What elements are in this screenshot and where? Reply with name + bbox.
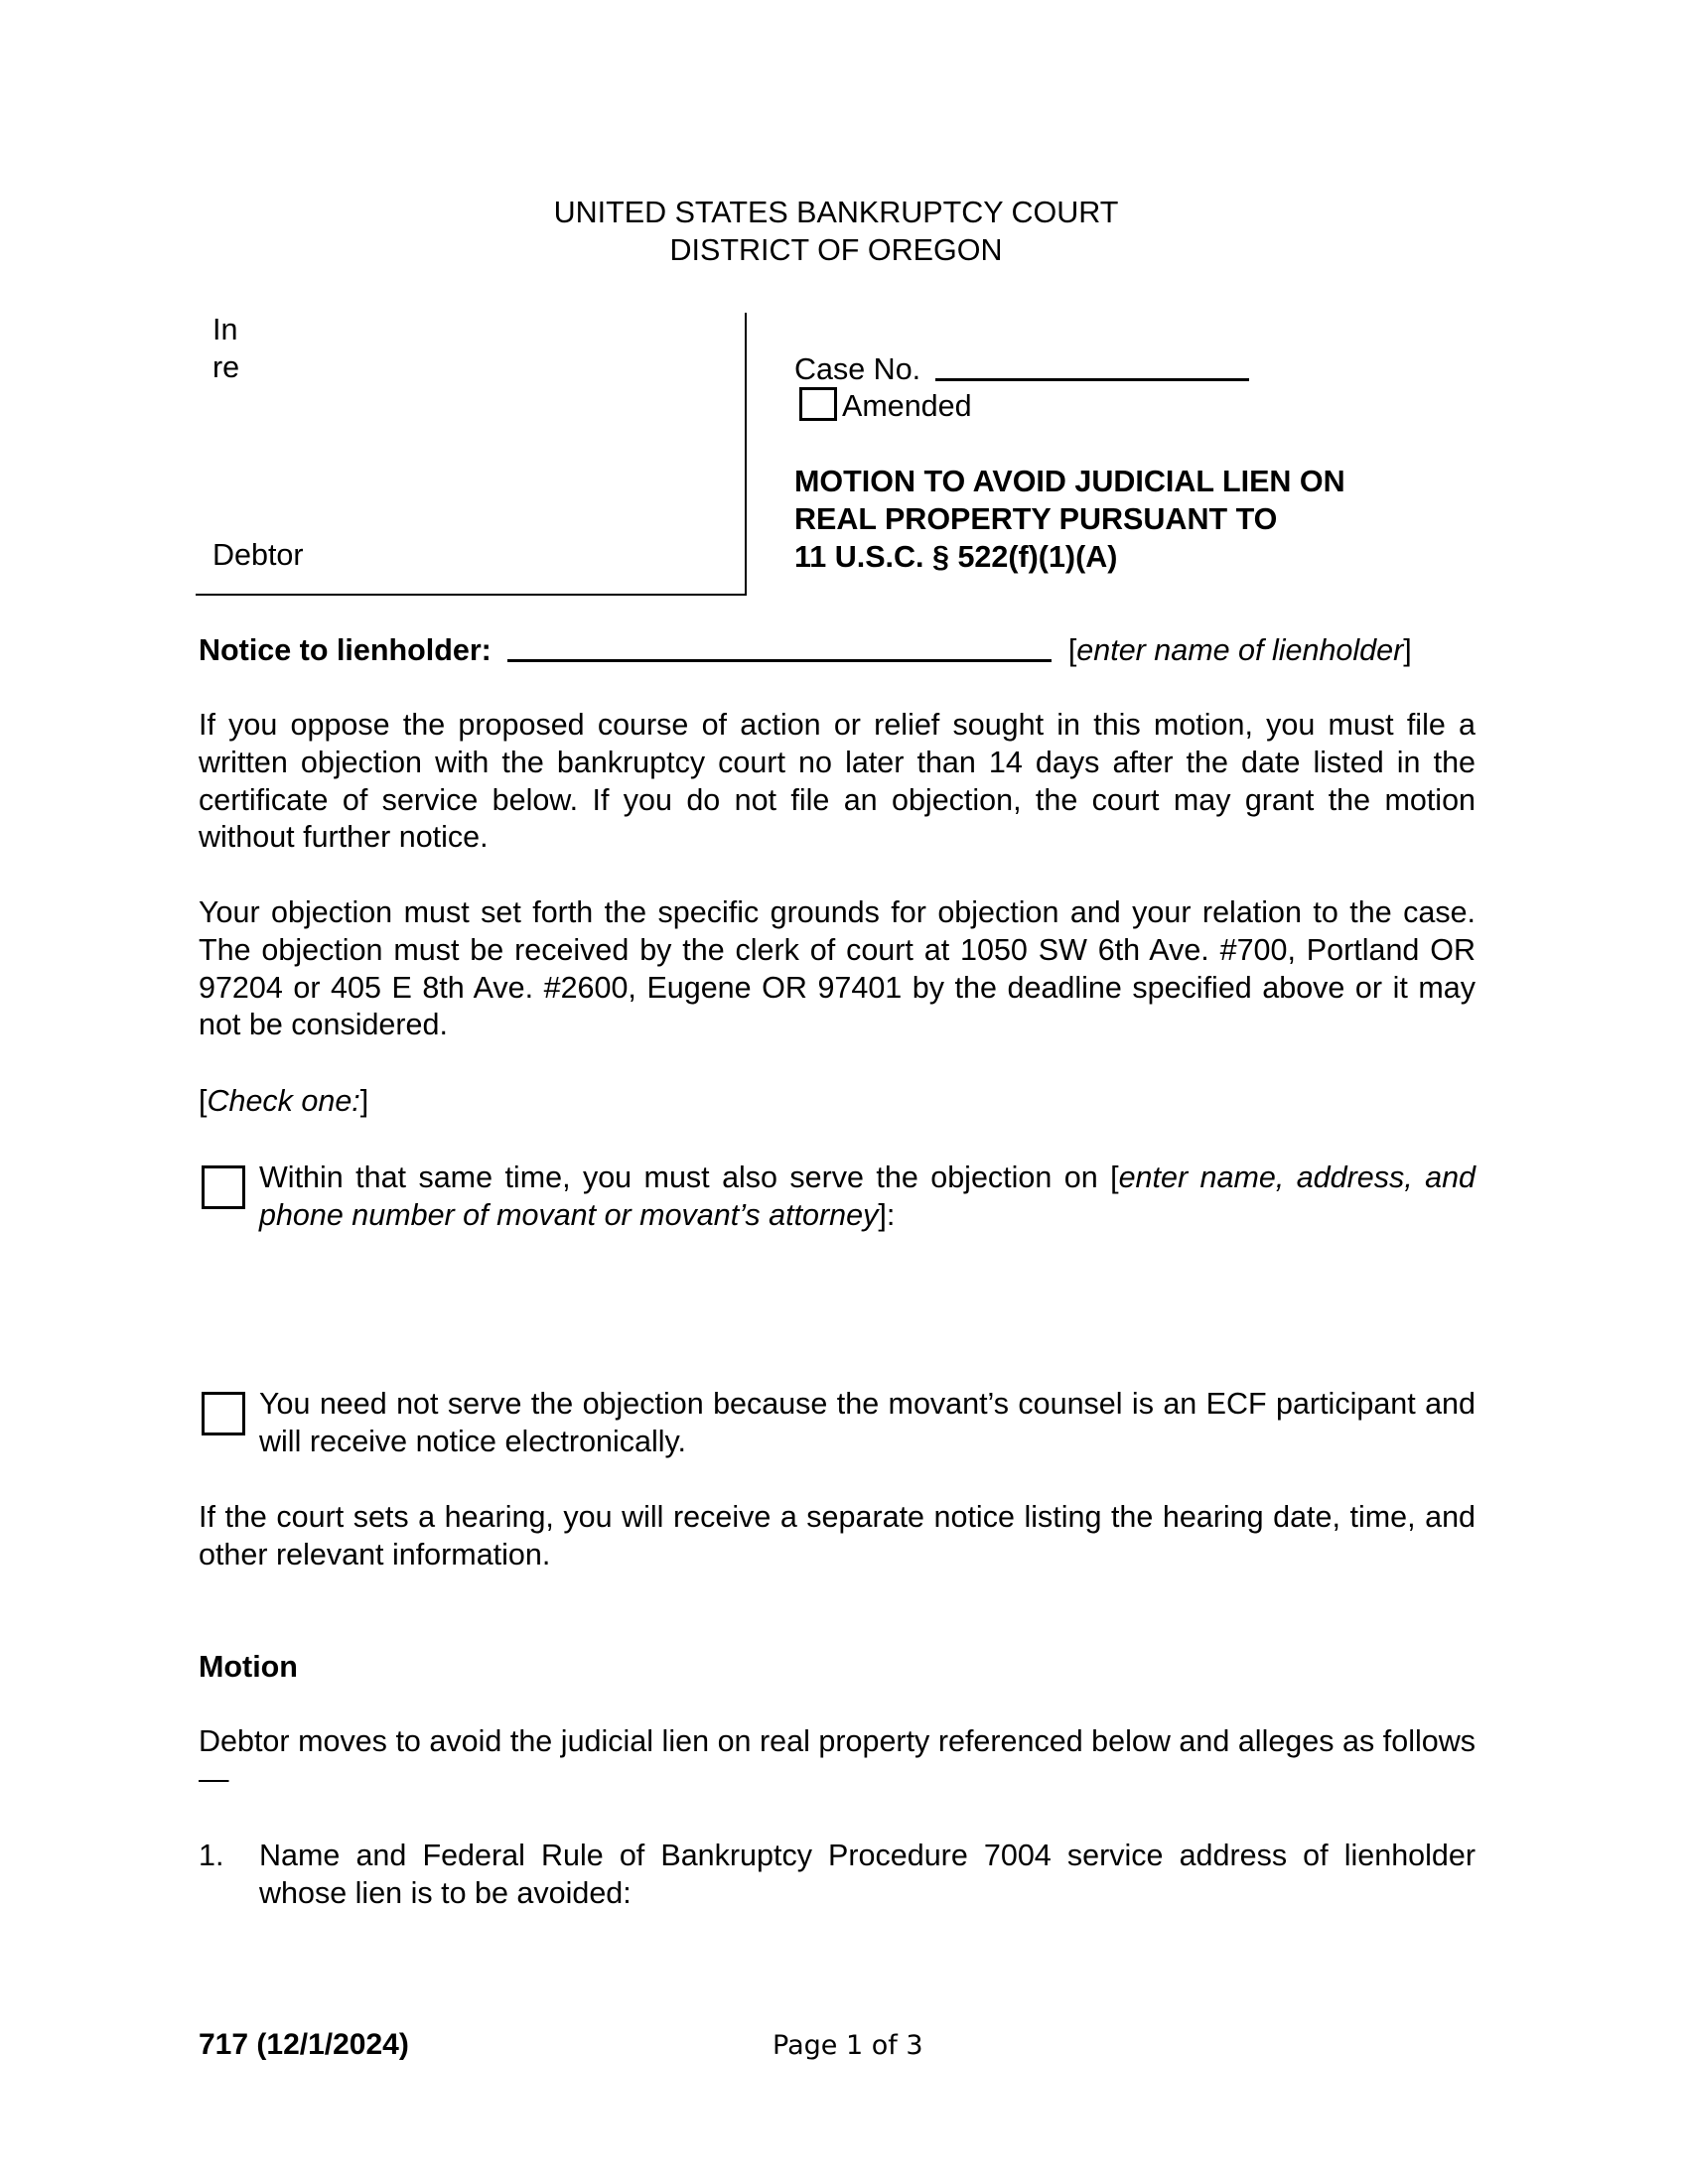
- case-number-row: [794, 351, 1249, 389]
- item-number: 1.: [199, 1839, 224, 1872]
- page-number: Page 1 of 3: [773, 2030, 923, 2061]
- case-number-field[interactable]: [935, 377, 1249, 381]
- motion-title-line: 11 U.S.C. § 522(f)(1)(A): [794, 539, 1118, 574]
- check-one-instruction: [Check one:]: [199, 1084, 369, 1118]
- court-header: [0, 195, 1672, 270]
- caption-bottom-rule: [196, 594, 747, 596]
- notice-label: Notice to lienholder:: [199, 633, 492, 667]
- court-name: UNITED STATES BANKRUPTCY COURT: [553, 196, 1119, 229]
- ecf-participant-option-text: You need not serve the objection because the movant’s counsel is an ECF participant and will receive notice electronically.: [259, 1387, 1476, 1458]
- district-name: DISTRICT OF OREGON: [669, 232, 1003, 267]
- case-number-label: Case No.: [794, 352, 921, 386]
- ecf-participant-checkbox[interactable]: [202, 1392, 245, 1435]
- serve-objection-checkbox[interactable]: [202, 1165, 245, 1209]
- in-re-label: In re: [212, 313, 240, 384]
- item-text: Name and Federal Rule of Bankruptcy Procedure 7004 service address of lienholder whose lien is to be avoided:: [259, 1839, 1476, 1910]
- oppose-paragraph: If you oppose the proposed course of action or relief sought in this motion, you must file a written objection with the bankruptcy court no later than 14 days after the date listed in the certificate of service below. If you do not file an objection, the court may grant the motion without further notice.: [199, 708, 1476, 855]
- lienholder-hint: [enter name of lienholder]: [1067, 633, 1412, 667]
- amended-label: Amended: [842, 389, 972, 423]
- objection-paragraph: Your objection must set forth the specific grounds for objection and your relation to the case. The objection must be received by the clerk of court at 1050 SW 6th Ave. #700, Portland OR 97204 or 405 E 8th Ave. #2600, Eugene OR 97401 by the deadline specified above or it may not be considered.: [199, 895, 1476, 1042]
- caption-vertical-divider: [745, 313, 747, 596]
- amended-checkbox[interactable]: [799, 387, 837, 421]
- form-id: 717 (12/1/2024): [199, 2028, 409, 2061]
- motion-title-line: MOTION TO AVOID JUDICIAL LIEN ON: [794, 465, 1345, 498]
- debtor-label: Debtor: [212, 538, 304, 572]
- motion-title: [794, 464, 1470, 576]
- hearing-paragraph: If the court sets a hearing, you will receive a separate notice listing the hearing date, time, and other relevant information.: [199, 1500, 1476, 1571]
- notice-row: [199, 632, 1412, 670]
- serve-objection-option-text: Within that same time, you must also serve the objection on [enter name, address, and phone number of movant or movant’s attorney]:: [259, 1160, 1476, 1232]
- motion-intro: Debtor moves to avoid the judicial lien on real property referenced below and alleges as follows—: [199, 1724, 1476, 1796]
- motion-title-line: REAL PROPERTY PURSUANT TO: [794, 501, 1278, 536]
- motion-heading: Motion: [199, 1650, 298, 1684]
- lienholder-name-field[interactable]: [507, 658, 1052, 662]
